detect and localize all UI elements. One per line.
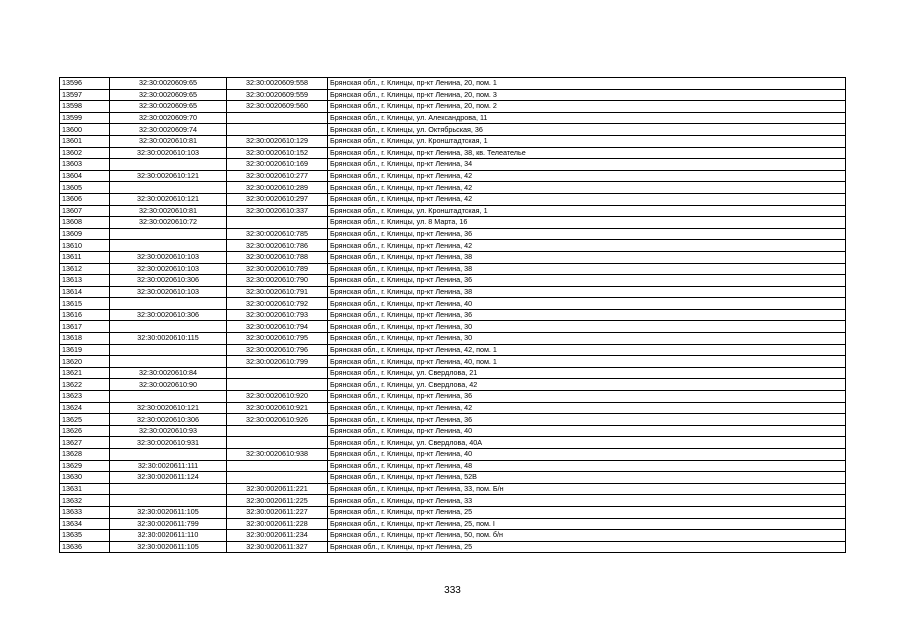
row-number-cell: 13610 — [60, 240, 110, 252]
cadastral-number-cell: 32:30:0020610:289 — [227, 182, 328, 194]
table-row — [60, 333, 846, 345]
parent-cadastral-cell: 32:30:0020610:931 — [110, 437, 227, 449]
table-row — [60, 414, 846, 426]
parent-cadastral-cell: 32:30:0020609:70 — [110, 112, 227, 124]
parent-cadastral-cell: 32:30:0020610:81 — [110, 135, 227, 147]
cadastral-number-cell: 32:30:0020611:327 — [227, 541, 328, 553]
table-row — [60, 495, 846, 507]
row-number-cell: 13608 — [60, 217, 110, 229]
row-number-cell: 13598 — [60, 101, 110, 113]
address-cell: Брянская обл., г. Клинцы, пр-кт Ленина, 42 — [328, 193, 846, 205]
parent-cadastral-cell — [110, 228, 227, 240]
registry-table-body — [60, 78, 846, 553]
cadastral-number-cell: 32:30:0020610:297 — [227, 193, 328, 205]
address-cell: Брянская обл., г. Клинцы, ул. Свердлова, 21 — [328, 367, 846, 379]
address-cell: Брянская обл., г. Клинцы, пр-кт Ленина, 38, кв. Телеателье — [328, 147, 846, 159]
parent-cadastral-cell — [110, 321, 227, 333]
address-cell: Брянская обл., г. Клинцы, ул. Александрова, 11 — [328, 112, 846, 124]
cadastral-number-cell: 32:30:0020611:227 — [227, 506, 328, 518]
cadastral-number-cell: 32:30:0020610:169 — [227, 159, 328, 171]
table-row — [60, 472, 846, 484]
cadastral-number-cell: 32:30:0020610:277 — [227, 170, 328, 182]
address-cell: Брянская обл., г. Клинцы, пр-кт Ленина, 33 — [328, 495, 846, 507]
address-cell: Брянская обл., г. Клинцы, пр-кт Ленина, 42 — [328, 182, 846, 194]
table-row — [60, 159, 846, 171]
row-number-cell: 13612 — [60, 263, 110, 275]
parent-cadastral-cell: 32:30:0020610:306 — [110, 309, 227, 321]
cadastral-number-cell: 32:30:0020610:792 — [227, 298, 328, 310]
table-row — [60, 483, 846, 495]
parent-cadastral-cell — [110, 159, 227, 171]
cadastral-number-cell: 32:30:0020610:337 — [227, 205, 328, 217]
row-number-cell: 13617 — [60, 321, 110, 333]
table-row — [60, 402, 846, 414]
row-number-cell: 13630 — [60, 472, 110, 484]
parent-cadastral-cell: 32:30:0020611:124 — [110, 472, 227, 484]
row-number-cell: 13633 — [60, 506, 110, 518]
row-number-cell: 13607 — [60, 205, 110, 217]
table-row — [60, 275, 846, 287]
parent-cadastral-cell: 32:30:0020610:121 — [110, 170, 227, 182]
cadastral-number-cell: 32:30:0020610:791 — [227, 286, 328, 298]
cadastral-number-cell: 32:30:0020610:129 — [227, 135, 328, 147]
row-number-cell: 13604 — [60, 170, 110, 182]
parent-cadastral-cell — [110, 391, 227, 403]
parent-cadastral-cell: 32:30:0020610:103 — [110, 251, 227, 263]
table-row — [60, 506, 846, 518]
parent-cadastral-cell — [110, 449, 227, 461]
row-number-cell: 13603 — [60, 159, 110, 171]
address-cell: Брянская обл., г. Клинцы, ул. Свердлова, 42 — [328, 379, 846, 391]
table-row — [60, 240, 846, 252]
address-cell: Брянская обл., г. Клинцы, ул. Октябрьская, 36 — [328, 124, 846, 136]
address-cell: Брянская обл., г. Клинцы, ул. 8 Марта, 16 — [328, 217, 846, 229]
table-row — [60, 449, 846, 461]
address-cell: Брянская обл., г. Клинцы, пр-кт Ленина, 36 — [328, 391, 846, 403]
table-row — [60, 101, 846, 113]
table-row — [60, 518, 846, 530]
row-number-cell: 13635 — [60, 530, 110, 542]
address-cell: Брянская обл., г. Клинцы, ул. Кронштадтская, 1 — [328, 205, 846, 217]
cadastral-number-cell: 32:30:0020610:785 — [227, 228, 328, 240]
row-number-cell: 13615 — [60, 298, 110, 310]
row-number-cell: 13613 — [60, 275, 110, 287]
cadastral-number-cell: 32:30:0020611:234 — [227, 530, 328, 542]
address-cell: Брянская обл., г. Клинцы, пр-кт Ленина, 40, пом. 1 — [328, 356, 846, 368]
address-cell: Брянская обл., г. Клинцы, пр-кт Ленина, 25, пом. I — [328, 518, 846, 530]
parent-cadastral-cell — [110, 344, 227, 356]
table-row — [60, 228, 846, 240]
table-row — [60, 124, 846, 136]
row-number-cell: 13602 — [60, 147, 110, 159]
cadastral-number-cell: 32:30:0020610:794 — [227, 321, 328, 333]
table-row — [60, 541, 846, 553]
address-cell: Брянская обл., г. Клинцы, пр-кт Ленина, 38 — [328, 263, 846, 275]
parent-cadastral-cell: 32:30:0020611:105 — [110, 506, 227, 518]
cadastral-number-cell: 32:30:0020610:926 — [227, 414, 328, 426]
address-cell: Брянская обл., г. Клинцы, пр-кт Ленина, 20, пом. 2 — [328, 101, 846, 113]
address-cell: Брянская обл., г. Клинцы, пр-кт Ленина, 40 — [328, 449, 846, 461]
table-row — [60, 391, 846, 403]
address-cell: Брянская обл., г. Клинцы, пр-кт Ленина, 36 — [328, 414, 846, 426]
row-number-cell: 13599 — [60, 112, 110, 124]
table-row — [60, 298, 846, 310]
address-cell: Брянская обл., г. Клинцы, пр-кт Ленина, 25 — [328, 541, 846, 553]
cadastral-number-cell — [227, 379, 328, 391]
address-cell: Брянская обл., г. Клинцы, пр-кт Ленина, 34 — [328, 159, 846, 171]
row-number-cell: 13605 — [60, 182, 110, 194]
row-number-cell: 13632 — [60, 495, 110, 507]
address-cell: Брянская обл., г. Клинцы, пр-кт Ленина, 42 — [328, 240, 846, 252]
address-cell: Брянская обл., г. Клинцы, пр-кт Ленина, 42 — [328, 402, 846, 414]
address-cell: Брянская обл., г. Клинцы, пр-кт Ленина, 38 — [328, 251, 846, 263]
page-number: 333 — [444, 585, 461, 596]
table-row — [60, 460, 846, 472]
address-cell: Брянская обл., г. Клинцы, пр-кт Ленина, 20, пом. 3 — [328, 89, 846, 101]
table-row — [60, 379, 846, 391]
parent-cadastral-cell: 32:30:0020609:65 — [110, 78, 227, 90]
address-cell: Брянская обл., г. Клинцы, пр-кт Ленина, 38 — [328, 286, 846, 298]
parent-cadastral-cell: 32:30:0020610:115 — [110, 333, 227, 345]
parent-cadastral-cell: 32:30:0020610:72 — [110, 217, 227, 229]
address-cell: Брянская обл., г. Клинцы, ул. Кронштадтская, 1 — [328, 135, 846, 147]
address-cell: Брянская обл., г. Клинцы, пр-кт Ленина, 33, пом. Б/н — [328, 483, 846, 495]
parent-cadastral-cell: 32:30:0020610:121 — [110, 193, 227, 205]
cadastral-number-cell: 32:30:0020610:920 — [227, 391, 328, 403]
cadastral-number-cell: 32:30:0020609:560 — [227, 101, 328, 113]
parent-cadastral-cell: 32:30:0020609:65 — [110, 101, 227, 113]
address-cell: Брянская обл., г. Клинцы, пр-кт Ленина, 25 — [328, 506, 846, 518]
address-cell: Брянская обл., г. Клинцы, пр-кт Ленина, 42 — [328, 170, 846, 182]
address-cell: Брянская обл., г. Клинцы, пр-кт Ленина, 36 — [328, 275, 846, 287]
cadastral-number-cell — [227, 437, 328, 449]
table-row — [60, 530, 846, 542]
parent-cadastral-cell: 32:30:0020611:105 — [110, 541, 227, 553]
row-number-cell: 13627 — [60, 437, 110, 449]
table-row — [60, 205, 846, 217]
parent-cadastral-cell: 32:30:0020611:110 — [110, 530, 227, 542]
row-number-cell: 13636 — [60, 541, 110, 553]
table-row — [60, 344, 846, 356]
address-cell: Брянская обл., г. Клинцы, пр-кт Ленина, 30 — [328, 321, 846, 333]
parent-cadastral-cell — [110, 356, 227, 368]
cadastral-number-cell: 32:30:0020609:559 — [227, 89, 328, 101]
row-number-cell: 13609 — [60, 228, 110, 240]
parent-cadastral-cell — [110, 182, 227, 194]
table-row — [60, 251, 846, 263]
cadastral-number-cell: 32:30:0020610:790 — [227, 275, 328, 287]
cadastral-number-cell — [227, 367, 328, 379]
row-number-cell: 13611 — [60, 251, 110, 263]
row-number-cell: 13625 — [60, 414, 110, 426]
cadastral-number-cell — [227, 217, 328, 229]
table-row — [60, 89, 846, 101]
address-cell: Брянская обл., г. Клинцы, ул. Свердлова, 40А — [328, 437, 846, 449]
address-cell: Брянская обл., г. Клинцы, пр-кт Ленина, 42, пом. 1 — [328, 344, 846, 356]
row-number-cell: 13619 — [60, 344, 110, 356]
row-number-cell: 13623 — [60, 391, 110, 403]
address-cell: Брянская обл., г. Клинцы, пр-кт Ленина, 50, пом. б/н — [328, 530, 846, 542]
address-cell: Брянская обл., г. Клинцы, пр-кт Ленина, 20, пом. 1 — [328, 78, 846, 90]
row-number-cell: 13631 — [60, 483, 110, 495]
parent-cadastral-cell: 32:30:0020611:799 — [110, 518, 227, 530]
table-row — [60, 147, 846, 159]
parent-cadastral-cell: 32:30:0020610:90 — [110, 379, 227, 391]
row-number-cell: 13596 — [60, 78, 110, 90]
row-number-cell: 13597 — [60, 89, 110, 101]
row-number-cell: 13621 — [60, 367, 110, 379]
table-row — [60, 321, 846, 333]
cadastral-number-cell: 32:30:0020610:938 — [227, 449, 328, 461]
parent-cadastral-cell: 32:30:0020610:306 — [110, 275, 227, 287]
table-row — [60, 78, 846, 90]
cadastral-number-cell: 32:30:0020610:921 — [227, 402, 328, 414]
row-number-cell: 13634 — [60, 518, 110, 530]
address-cell: Брянская обл., г. Клинцы, пр-кт Ленина, 36 — [328, 228, 846, 240]
parent-cadastral-cell — [110, 298, 227, 310]
address-cell: Брянская обл., г. Клинцы, пр-кт Ленина, 52В — [328, 472, 846, 484]
row-number-cell: 13606 — [60, 193, 110, 205]
row-number-cell: 13600 — [60, 124, 110, 136]
parent-cadastral-cell — [110, 240, 227, 252]
table-row — [60, 367, 846, 379]
cadastral-number-cell: 32:30:0020610:799 — [227, 356, 328, 368]
parent-cadastral-cell: 32:30:0020610:93 — [110, 425, 227, 437]
parent-cadastral-cell — [110, 495, 227, 507]
parent-cadastral-cell: 32:30:0020609:65 — [110, 89, 227, 101]
table-row — [60, 193, 846, 205]
parent-cadastral-cell: 32:30:0020610:103 — [110, 147, 227, 159]
table-row — [60, 170, 846, 182]
parent-cadastral-cell — [110, 483, 227, 495]
parent-cadastral-cell: 32:30:0020610:121 — [110, 402, 227, 414]
parent-cadastral-cell: 32:30:0020610:103 — [110, 286, 227, 298]
row-number-cell: 13626 — [60, 425, 110, 437]
table-row — [60, 135, 846, 147]
row-number-cell: 13618 — [60, 333, 110, 345]
cadastral-number-cell: 32:30:0020610:795 — [227, 333, 328, 345]
table-row — [60, 217, 846, 229]
registry-table — [59, 77, 846, 553]
cadastral-number-cell — [227, 112, 328, 124]
address-cell: Брянская обл., г. Клинцы, пр-кт Ленина, 40 — [328, 298, 846, 310]
row-number-cell: 13614 — [60, 286, 110, 298]
row-number-cell: 13628 — [60, 449, 110, 461]
table-row — [60, 437, 846, 449]
row-number-cell: 13620 — [60, 356, 110, 368]
table-row — [60, 263, 846, 275]
address-cell: Брянская обл., г. Клинцы, пр-кт Ленина, 40 — [328, 425, 846, 437]
row-number-cell: 13629 — [60, 460, 110, 472]
address-cell: Брянская обл., г. Клинцы, пр-кт Ленина, 36 — [328, 309, 846, 321]
cadastral-number-cell: 32:30:0020611:225 — [227, 495, 328, 507]
row-number-cell: 13624 — [60, 402, 110, 414]
address-cell: Брянская обл., г. Клинцы, пр-кт Ленина, 30 — [328, 333, 846, 345]
cadastral-number-cell: 32:30:0020610:789 — [227, 263, 328, 275]
table-row — [60, 425, 846, 437]
parent-cadastral-cell: 32:30:0020610:81 — [110, 205, 227, 217]
row-number-cell: 13616 — [60, 309, 110, 321]
row-number-cell: 13622 — [60, 379, 110, 391]
cadastral-number-cell: 32:30:0020610:793 — [227, 309, 328, 321]
parent-cadastral-cell: 32:30:0020610:306 — [110, 414, 227, 426]
cadastral-number-cell: 32:30:0020609:558 — [227, 78, 328, 90]
address-cell: Брянская обл., г. Клинцы, пр-кт Ленина, 48 — [328, 460, 846, 472]
parent-cadastral-cell: 32:30:0020610:103 — [110, 263, 227, 275]
cadastral-number-cell: 32:30:0020610:796 — [227, 344, 328, 356]
parent-cadastral-cell: 32:30:0020610:84 — [110, 367, 227, 379]
parent-cadastral-cell: 32:30:0020609:74 — [110, 124, 227, 136]
cadastral-number-cell: 32:30:0020611:221 — [227, 483, 328, 495]
cadastral-number-cell — [227, 124, 328, 136]
table-row — [60, 356, 846, 368]
cadastral-number-cell: 32:30:0020610:788 — [227, 251, 328, 263]
cadastral-number-cell: 32:30:0020610:786 — [227, 240, 328, 252]
table-row — [60, 286, 846, 298]
cadastral-number-cell — [227, 425, 328, 437]
parent-cadastral-cell: 32:30:0020611:111 — [110, 460, 227, 472]
table-row — [60, 182, 846, 194]
table-row — [60, 112, 846, 124]
table-row — [60, 309, 846, 321]
cadastral-number-cell — [227, 460, 328, 472]
row-number-cell: 13601 — [60, 135, 110, 147]
cadastral-number-cell — [227, 472, 328, 484]
cadastral-number-cell: 32:30:0020610:152 — [227, 147, 328, 159]
cadastral-number-cell: 32:30:0020611:228 — [227, 518, 328, 530]
